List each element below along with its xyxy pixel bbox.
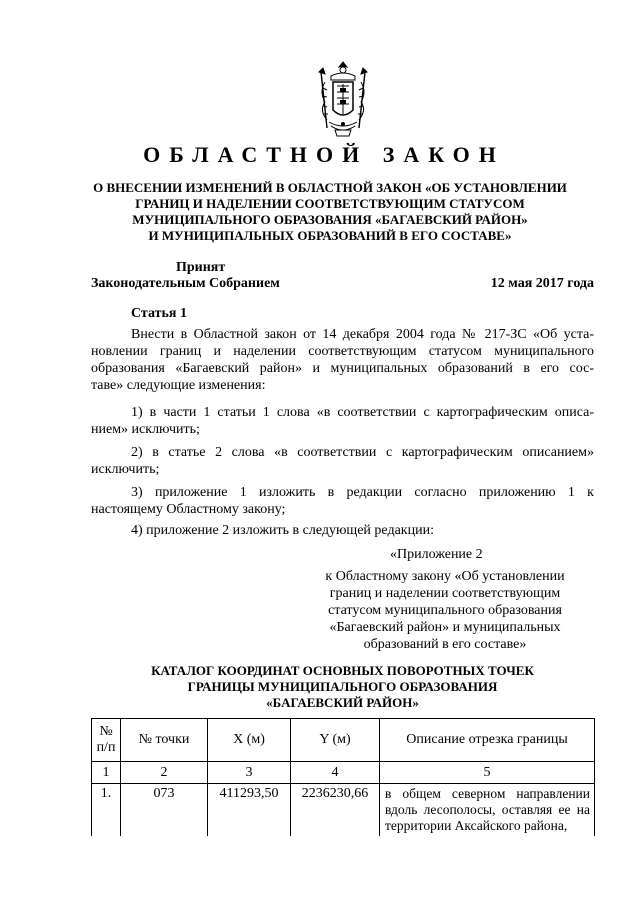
paragraph-line: нием» исключить;: [91, 422, 200, 437]
header-point-number: № точки: [121, 719, 208, 762]
point-number: 073: [121, 784, 208, 837]
catalog-line: «БАГАЕВСКИЙ РАЙОН»: [266, 695, 419, 710]
paragraph-line: 3) приложение 1 изложить в редакции согласно приложению 1 к: [131, 485, 594, 500]
title-line: И МУНИЦИПАЛЬНЫХ ОБРАЗОВАНИЙ В ЕГО СОСТАВЕ»: [148, 228, 512, 243]
column-number: 5: [380, 762, 595, 784]
intro-paragraph: [91, 326, 594, 394]
paragraph-line: новлении границ и наделении соответствующим статусом муниципального: [91, 344, 594, 359]
paragraph-line: исключить;: [91, 462, 160, 477]
appendix-line: образований в его составе»: [363, 637, 527, 652]
header-y: Y (м): [291, 719, 380, 762]
column-number: 1: [92, 762, 121, 784]
appendix-reference: [300, 568, 590, 653]
paragraph-line: 4) приложение 2 изложить в следующей редакции:: [131, 523, 434, 538]
paragraph-line: 2) в статье 2 слова «в соответствии с картографическим описанием»: [131, 445, 594, 460]
catalog-line: ГРАНИЦЫ МУНИЦИПАЛЬНОГО ОБРАЗОВАНИЯ: [187, 679, 498, 694]
document-type: ОБЛАСТНОЙ ЗАКОН: [143, 142, 505, 167]
header-description: Описание отрезка границы: [380, 719, 595, 762]
coordinates-table: [91, 718, 595, 836]
item-4: [91, 522, 594, 539]
adopted-label: Принят: [176, 260, 226, 275]
paragraph-line: настоящему Областному закону;: [91, 502, 286, 517]
adopted-date: 12 мая 2017 года: [490, 276, 594, 291]
paragraph-line: таве» следующие изменения:: [91, 378, 266, 393]
paragraph-line: Внести в Областной закон от 14 декабря 2004 года № 217-ЗС «Об уста-: [131, 327, 594, 342]
catalog-heading: [91, 663, 594, 711]
header-x: X (м): [208, 719, 291, 762]
paragraph-line: 1) в части 1 статьи 1 слова «в соответствии с картографическим описа-: [131, 405, 594, 420]
item-2: [91, 444, 594, 478]
title-line: О ВНЕСЕНИИ ИЗМЕНЕНИЙ В ОБЛАСТНОЙ ЗАКОН «ОБ УСТАНОВЛЕНИИ: [93, 180, 567, 195]
item-3: [91, 484, 594, 518]
table-row: [92, 784, 595, 837]
appendix-line: статусом муниципального образования: [328, 603, 562, 618]
coat-of-arms-emblem: [311, 58, 375, 140]
law-title: [80, 180, 580, 244]
item-1: [91, 404, 594, 438]
row-number: 1.: [92, 784, 121, 837]
column-number: 4: [291, 762, 380, 784]
appendix-line: к Областному закону «Об установлении: [325, 569, 565, 584]
appendix-title: «Приложение 2: [390, 547, 483, 562]
header-row-number: № п/п: [92, 719, 121, 762]
article-heading: Статья 1: [131, 306, 187, 321]
column-number: 2: [121, 762, 208, 784]
column-number: 3: [208, 762, 291, 784]
adopted-by: Законодательным Собранием: [91, 276, 280, 291]
appendix-line: границ и наделении соответствующим: [329, 586, 561, 601]
column-number-row: [92, 762, 595, 784]
catalog-line: КАТАЛОГ КООРДИНАТ ОСНОВНЫХ ПОВОРОТНЫХ ТОЧЕК: [151, 663, 534, 678]
y-coordinate: 2236230,66: [291, 784, 380, 837]
title-line: МУНИЦИПАЛЬНОГО ОБРАЗОВАНИЯ «БАГАЕВСКИЙ РАЙОН»: [132, 212, 528, 227]
segment-description: в общем северном направлении вдоль лесополосы, оставляя ее на территории Аксайского района,: [380, 784, 595, 837]
x-coordinate: 411293,50: [208, 784, 291, 837]
title-line: ГРАНИЦ И НАДЕЛЕНИИ СООТВЕТСТВУЮЩИМ СТАТУСОМ: [135, 196, 525, 211]
appendix-line: «Багаевский район» и муниципальных: [329, 620, 561, 635]
paragraph-line: образования «Багаевский район» и муниципальных образований в его сос-: [91, 361, 594, 376]
table-header-row: [92, 719, 595, 762]
